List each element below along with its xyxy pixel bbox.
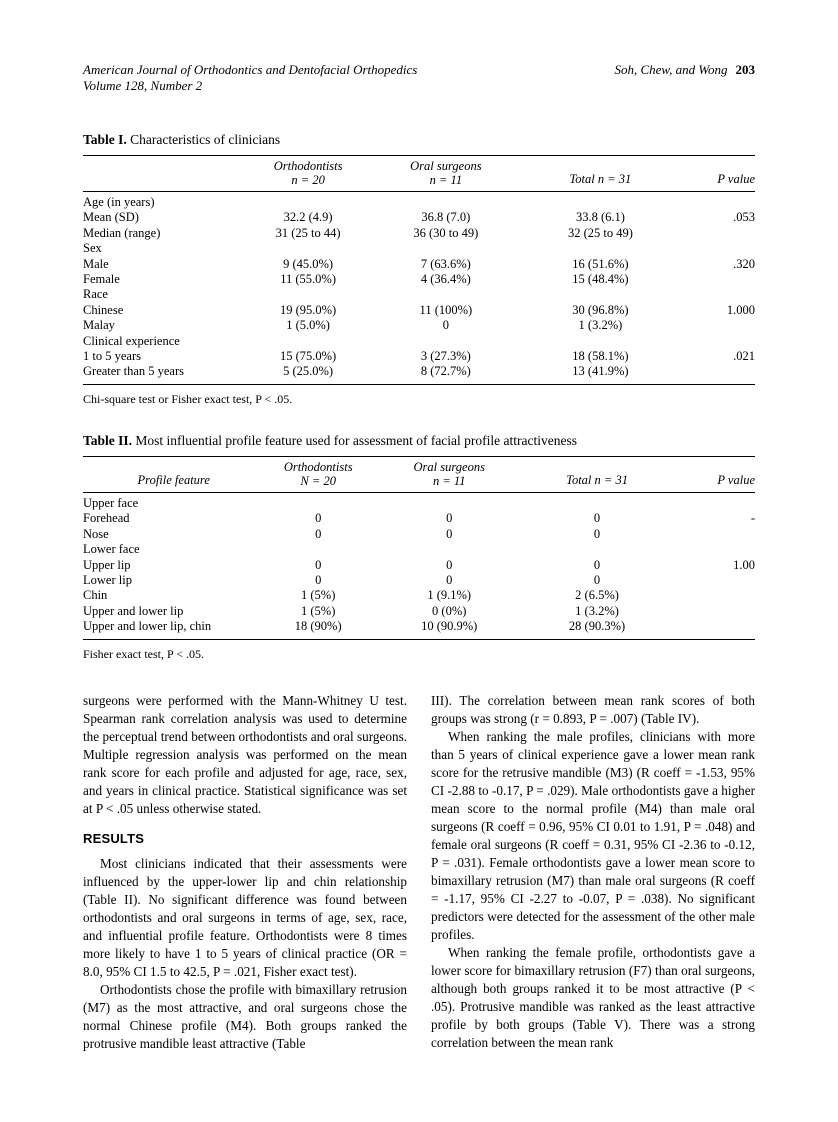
table-row — [83, 303, 755, 318]
row-label: Lower face — [83, 542, 140, 557]
table-row — [83, 349, 755, 364]
cell-value — [527, 334, 675, 349]
table-row — [83, 542, 755, 557]
cell-value: 1 (5.0%) — [286, 318, 330, 333]
cell-value — [264, 492, 372, 511]
cell-value — [365, 334, 526, 349]
table-row — [83, 226, 755, 241]
col-header-oral-surgeons — [372, 456, 527, 492]
cell-value: 36.8 (7.0) — [421, 210, 471, 225]
cell-value: 30 (96.8%) — [572, 302, 629, 317]
cell-pvalue — [674, 318, 755, 333]
row-label: Male — [83, 256, 109, 271]
col-header-line: Oral surgeons — [410, 159, 482, 173]
row-label: Median (range) — [83, 225, 161, 240]
row-label: Upper and lower lip — [83, 603, 184, 618]
cell-value: 0 — [446, 572, 453, 587]
cell-pvalue — [674, 192, 755, 211]
table-row — [83, 287, 755, 302]
cell-value: 15 (48.4%) — [572, 272, 629, 287]
cell-value: 1 (3.2%) — [575, 603, 619, 618]
cell-pvalue — [674, 241, 755, 256]
cell-value: 5 (25.0%) — [283, 364, 334, 379]
cell-pvalue — [674, 226, 755, 241]
table2-section — [83, 433, 755, 662]
col-header-line: n = 11 — [432, 473, 466, 488]
table-row — [83, 492, 755, 511]
row-label: Upper lip — [83, 557, 131, 572]
cell-value: 0 — [315, 557, 322, 572]
row-label: Mean (SD) — [83, 210, 139, 225]
col-header-orthodontists — [251, 156, 365, 192]
cell-value — [372, 492, 527, 511]
col-header-line: n = 20 — [291, 173, 325, 187]
table-row — [83, 192, 755, 211]
table2-caption — [83, 433, 755, 449]
table2-footnote: Fisher exact test, P < .05. — [83, 646, 204, 661]
cell-value: 0 — [593, 511, 601, 526]
cell-pvalue — [674, 334, 755, 349]
cell-value: 1 (3.2%) — [578, 318, 623, 333]
cell-value: 0 — [315, 526, 322, 541]
authors: Soh, Chew, and Wong — [614, 62, 728, 77]
row-label: Upper face — [83, 495, 139, 510]
table-row — [83, 619, 755, 639]
cell-value — [527, 542, 668, 557]
col-header-line: Oral surgeons — [413, 459, 485, 474]
body-text — [83, 692, 755, 1053]
cell-value: 28 (90.3%) — [568, 619, 626, 634]
cell-value — [527, 241, 675, 256]
table-header-row — [83, 456, 755, 492]
cell-value: 0 — [446, 526, 453, 541]
cell-value — [251, 287, 365, 302]
table2-label: Table II. — [83, 432, 133, 448]
table-row — [83, 334, 755, 349]
row-label: 1 to 5 years — [83, 349, 141, 364]
table1-footnote: Chi-square test or Fisher exact test, P < .05. — [83, 391, 293, 406]
cell-pvalue — [668, 588, 755, 603]
cell-value: 18 (58.1%) — [572, 349, 629, 364]
running-head-left — [83, 62, 417, 94]
cell-pvalue — [674, 364, 755, 384]
table-row — [83, 511, 755, 526]
cell-pvalue — [668, 542, 755, 557]
col-header-line: Orthodontists — [273, 159, 343, 173]
row-label: Female — [83, 272, 120, 287]
col-header-oral-surgeons — [365, 156, 526, 192]
table1-title: Characteristics of clinicians — [130, 132, 281, 147]
table-row — [83, 588, 755, 603]
row-label: Lower lip — [83, 572, 132, 587]
cell-value: 0 — [446, 557, 453, 572]
cell-value — [365, 192, 526, 211]
page-number: 203 — [735, 62, 755, 77]
row-label: Forehead — [83, 511, 130, 526]
col-header-stub — [83, 156, 251, 192]
cell-value: 31 (25 to 44) — [275, 225, 341, 240]
table-header-row — [83, 156, 755, 192]
cell-value — [527, 287, 675, 302]
row-label: Nose — [83, 526, 109, 541]
table1-caption — [83, 132, 755, 148]
cell-value: 18 (90%) — [294, 619, 342, 634]
col-header-line: Orthodontists — [283, 459, 353, 474]
col-header-total: Total n = 31 — [527, 456, 668, 492]
row-label: Malay — [83, 318, 115, 333]
col-header-pvalue: P value — [668, 456, 755, 492]
cell-value: 32 (25 to 49) — [567, 225, 633, 240]
table1 — [83, 155, 755, 385]
cell-value: 10 (90.9%) — [421, 619, 478, 634]
cell-value: 1 (5%) — [301, 588, 336, 603]
journal-title: American Journal of Orthodontics and Dentofacial Orthopedics — [83, 62, 418, 77]
table-row — [83, 364, 755, 384]
table-row — [83, 272, 755, 287]
cell-pvalue: 1.000 — [726, 302, 755, 317]
cell-value: 1 (9.1%) — [427, 588, 472, 603]
cell-pvalue — [668, 604, 755, 619]
cell-pvalue — [668, 573, 755, 588]
cell-value: 9 (45.0%) — [283, 256, 334, 271]
cell-pvalue — [674, 287, 755, 302]
cell-value: 0 — [315, 511, 322, 526]
cell-value — [251, 192, 365, 211]
row-label: Age (in years) — [83, 195, 155, 209]
cell-value: 0 — [593, 572, 601, 587]
cell-value: 0 — [442, 318, 449, 333]
cell-pvalue: .320 — [733, 256, 755, 271]
cell-value: 13 (41.9%) — [572, 364, 629, 379]
cell-value: 7 (63.6%) — [420, 256, 471, 271]
running-head-right — [614, 62, 755, 78]
cell-pvalue: .053 — [733, 210, 755, 225]
table1-label: Table I. — [83, 132, 127, 147]
cell-pvalue — [668, 619, 755, 639]
cell-value — [264, 542, 372, 557]
col-header-line: n = 11 — [429, 173, 463, 187]
table2 — [83, 456, 755, 640]
col-header-orthodontists — [264, 456, 372, 492]
table-row — [83, 318, 755, 333]
row-label: Upper and lower lip, chin — [83, 619, 212, 634]
cell-value: 3 (27.3%) — [420, 349, 471, 364]
paragraph: Orthodontists chose the profile with bimaxillary retrusion (M7) as the most attractive, and oral surgeons chose the normal Chinese profile (M4). Both groups ranked the protrusive mandible least attractive (Table — [83, 981, 407, 1051]
row-label: Race — [83, 287, 108, 302]
table1-section — [83, 132, 755, 407]
cell-value: 4 (36.4%) — [420, 272, 471, 287]
cell-value: 2 (6.5%) — [575, 588, 619, 603]
col-header-total: Total n = 31 — [527, 156, 675, 192]
col-header-pvalue: P value — [674, 156, 755, 192]
cell-value: 33.8 (6.1) — [575, 210, 625, 225]
table-row — [83, 241, 755, 256]
table-row — [83, 558, 755, 573]
cell-value: 15 (75.0%) — [279, 349, 337, 364]
cell-value: 0 — [593, 557, 601, 572]
paragraph: surgeons were performed with the Mann-Whitney U test. Spearman rank correlation analysis was used to determine the perceptual trend between orthodontists and oral surgeons. Multiple regression analysis was performed on the mean rank score for each profile and adjusted for age, race, sex, and years in clinical practice. Statistical significance was set at P < .05 unless otherwise stated. — [83, 692, 407, 816]
left-column — [83, 692, 407, 1053]
row-label: Greater than 5 years — [83, 364, 184, 379]
table-row — [83, 527, 755, 542]
col-header-line: N = 20 — [300, 473, 336, 488]
table2-title: Most influential profile feature used for assessment of facial profile attractiveness — [135, 432, 577, 448]
right-column — [431, 692, 755, 1053]
running-head — [83, 62, 755, 94]
cell-pvalue: .021 — [733, 349, 755, 364]
row-label: Chinese — [83, 302, 124, 317]
cell-value — [527, 492, 668, 511]
cell-pvalue: - — [750, 511, 755, 526]
cell-value: 11 (100%) — [419, 302, 473, 317]
paragraph: III). The correlation between mean rank scores of both groups was strong (r = 0.893, P = .007) (Table IV). — [431, 692, 755, 726]
cell-value: 19 (95.0%) — [279, 302, 337, 317]
table-row — [83, 210, 755, 225]
paragraph: When ranking the female profile, orthodontists gave a lower score for bimaxillary retrusion (F7) than oral surgeons, although both groups ranked it to be most attractive (P < .05). Protrusive mandible was ranked as the least attractive profile by both groups (Table V). There was a strong correlation between the mean rank — [431, 944, 755, 1050]
cell-value — [372, 542, 527, 557]
cell-pvalue — [668, 492, 755, 511]
table-row — [83, 604, 755, 619]
cell-value — [251, 334, 365, 349]
cell-value — [365, 241, 526, 256]
journal-volume: Volume 128, Number 2 — [83, 78, 203, 93]
cell-value: 36 (30 to 49) — [413, 225, 479, 240]
cell-pvalue — [668, 527, 755, 542]
cell-value: 0 (0%) — [432, 603, 467, 618]
row-label: Sex — [83, 241, 102, 256]
cell-value: 16 (51.6%) — [572, 256, 629, 271]
col-header-profile-feature: Profile feature — [83, 456, 264, 492]
cell-value: 32.2 (4.9) — [283, 210, 333, 225]
cell-value — [365, 287, 526, 302]
results-heading: RESULTS — [83, 830, 145, 846]
table-row — [83, 257, 755, 272]
cell-pvalue: 1.00 — [733, 557, 755, 572]
table-row — [83, 573, 755, 588]
cell-value: 0 — [593, 526, 601, 541]
cell-value — [251, 241, 365, 256]
cell-value: 8 (72.7%) — [420, 364, 471, 379]
cell-pvalue — [674, 272, 755, 287]
cell-value: 0 — [315, 572, 322, 587]
cell-value: 0 — [446, 511, 453, 526]
paragraph: When ranking the male profiles, clinicians with more than 5 years of clinical experience gave a lower mean rank score for the retrusive mandible (M3) (R coeff = -1.53, 95% CI -2.88 to -0.17, P = .029). Male orthodontists gave a higher mean score to the normal profile (M4) than male oral surgeons (R coeff = 0.96, 95% CI 0.01 to 1.91, P = .048) and female oral surgeons (R coeff = 0.31, 95% CI -2.36 to -0.12, P = .031). Female orthodontists gave a lower mean score to bimaxillary retrusion (M7) than male oral surgeons (R coeff = -1.17, 95% CI -2.27 to -0.07, P = .038). No significant predictors were detected for the assessment of the other male profiles. — [431, 728, 755, 942]
cell-value: 11 (55.0%) — [280, 272, 336, 287]
row-label: Chin — [83, 588, 108, 603]
paragraph: Most clinicians indicated that their assessments were influenced by the upper-lower lip and chin relationship (Table II). No significant difference was found between orthodontists and oral surgeons in terms of age, sex, race, and influential profile feature. Orthodontists were 8 times more likely to have 1 to 5 years of clinical practice (OR = 8.0, 95% CI 1.5 to 42.5, P = .021, Fisher exact test). — [83, 855, 407, 979]
row-label: Clinical experience — [83, 333, 180, 348]
cell-value — [527, 192, 675, 211]
cell-value: 1 (5%) — [301, 603, 336, 618]
